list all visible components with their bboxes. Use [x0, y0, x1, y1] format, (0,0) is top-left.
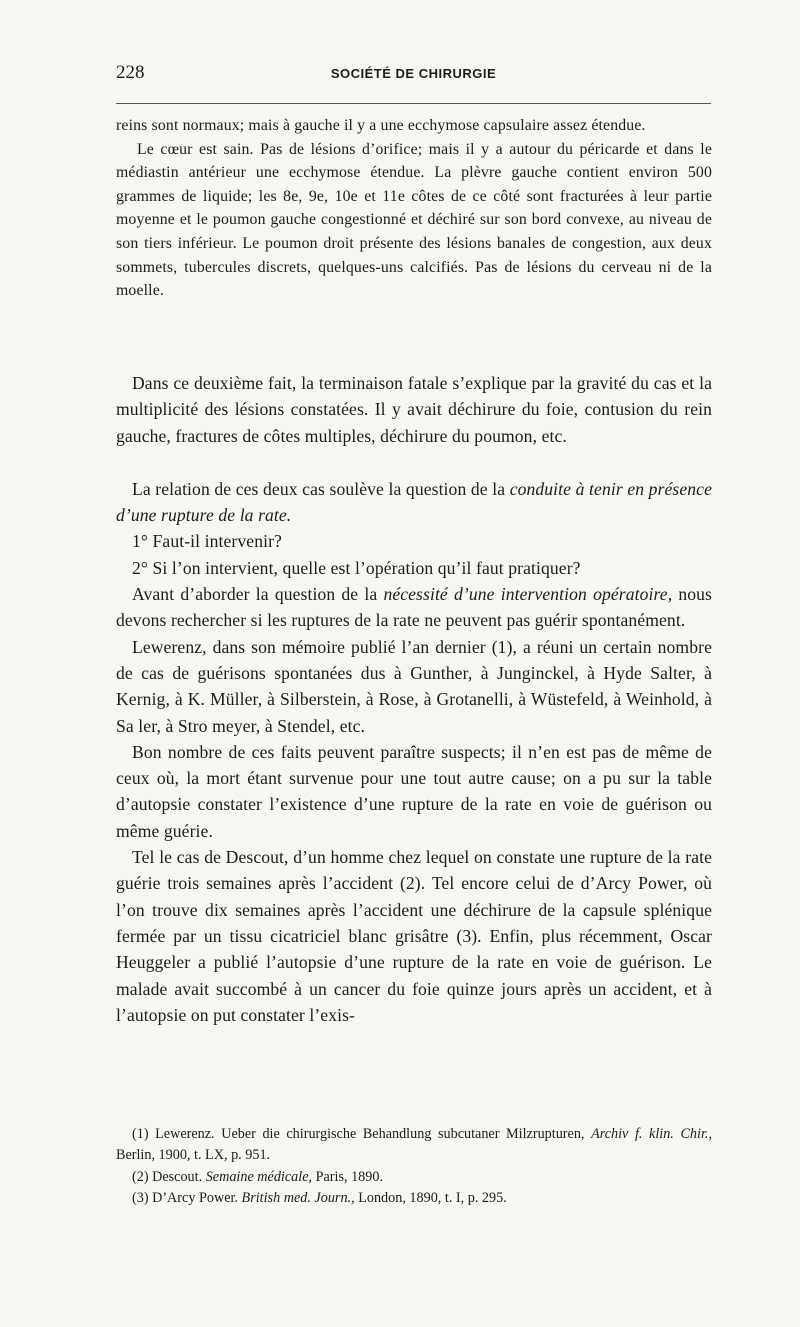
question-item: 2° Si l’on intervient, quelle est l’opération qu’il faut pratiquer?	[132, 557, 581, 578]
running-title: SOCIÉTÉ DE CHIRURGIE	[330, 66, 497, 81]
observation-paragraph: Le cœur est sain. Pas de lésions d’orifice; mais il y a autour du péricarde et dans le médiastin antérieur une ecchymose étendue. La plèvre gauche contient environ 500 grammes de liquide; les 8e, 9e, 10e et 11e côtes de ce côté sont fracturées à leur partie moyenne et le poumon gauche congestionné et déchiré sur son bord convexe, au niveau de son tiers inférieur. Le poumon droit présente des lésions banales de congestion, aux deux sommets, tubercules discrets, quelques-uns calcifiés. Pas de lésions du cerveau ni de la moelle.	[116, 140, 712, 300]
body-text: , nous devons rechercher si les ruptures de la rate ne peuvent pas guérir spontanément.	[116, 584, 712, 631]
footnote-text: (1) Lewerenz. Ueber die chirurgische Behandlung subcutaner Milzrupturen,	[132, 1126, 592, 1142]
main-text	[116, 370, 712, 1028]
footnotes	[116, 1124, 712, 1209]
page-header	[116, 62, 711, 92]
footnote	[116, 1188, 712, 1209]
footnote-text: (3) D’Arcy Power.	[132, 1189, 242, 1206]
body-paragraph: Tel le cas de Descout, d’un homme chez lequel on constate une rupture de la rate guérie trois semaines après l’accident (2). Tel encore celui de d’Arcy Power, où l’on trouve dix semaines après l’accident une déchirure de la capsule splénique fermée par un tissu cicatriciel blanc grisâtre (3). Enfin, plus récemment, Oscar Heuggeler a publié l’autopsie d’une rupture de la rate en voie de guérison. Le malade avait succombé à un cancer du foie quinze jours après un accident, et à l’autopsie on put constater l’exis-	[116, 847, 712, 1025]
footnote-text: , London, 1890, t. I, p. 295.	[351, 1189, 507, 1206]
footnote-text: , Paris, 1890.	[308, 1168, 383, 1185]
body-text: Avant d’aborder la question de la	[132, 584, 384, 605]
footnote	[116, 1167, 712, 1188]
body-text: La relation de ces deux cas soulève la question de la	[132, 478, 510, 499]
footnote-text: (2) Descout.	[132, 1168, 206, 1185]
italic-phrase: conduite à tenir en présence d’une rupture de la rate.	[116, 478, 713, 526]
footnote-journal: Archiv f. klin. Chir.	[591, 1126, 709, 1142]
body-paragraph: Bon nombre de ces faits peuvent paraître suspects; il n’en est pas de même de ceux où, la mort étant survenue pour une tout autre cause; on a pu sur la table d’autopsie constater l’existence d’une rupture de la rate en voie de guérison ou même guérie.	[116, 741, 712, 841]
body-paragraph: Lewerenz, dans son mémoire publié l’an dernier (1), a réuni un certain nombre de cas de guérisons spontanées dus à Gunther, à Junginckel, à Hyde Salter, à Kernig, à K. Müller, à Silberstein, à Rose, à Grotanelli, à Wüstefeld, à Weinhold, à Sa ler, à Stro meyer, à Stendel, etc.	[116, 636, 712, 736]
footnote	[116, 1124, 712, 1167]
page-number: 228	[116, 62, 145, 83]
footnote-journal: British med. Journ.	[241, 1189, 352, 1206]
observation-paragraph: reins sont normaux; mais à gauche il y a une ecchymose capsulaire assez étendue.	[116, 117, 646, 134]
body-paragraph: Dans ce deuxième fait, la terminaison fatale s’explique par la gravité du cas et la multiplicité des lésions constatées. Il y avait déchirure du foie, contusion du rein gauche, fractures de côtes multiples, déchirure du poumon, etc.	[116, 373, 712, 446]
footnote-journal: Semaine médicale	[205, 1168, 309, 1185]
italic-phrase: nécessité d’une intervention opératoire	[383, 584, 668, 605]
header-rule	[116, 103, 711, 104]
observation-block	[116, 114, 712, 303]
body-paragraph	[116, 476, 712, 529]
footnote-text: , Berlin, 1900, t. LX, p. 951.	[116, 1126, 712, 1164]
question-item: 1° Faut-il intervenir?	[132, 531, 282, 552]
body-paragraph	[116, 581, 712, 634]
